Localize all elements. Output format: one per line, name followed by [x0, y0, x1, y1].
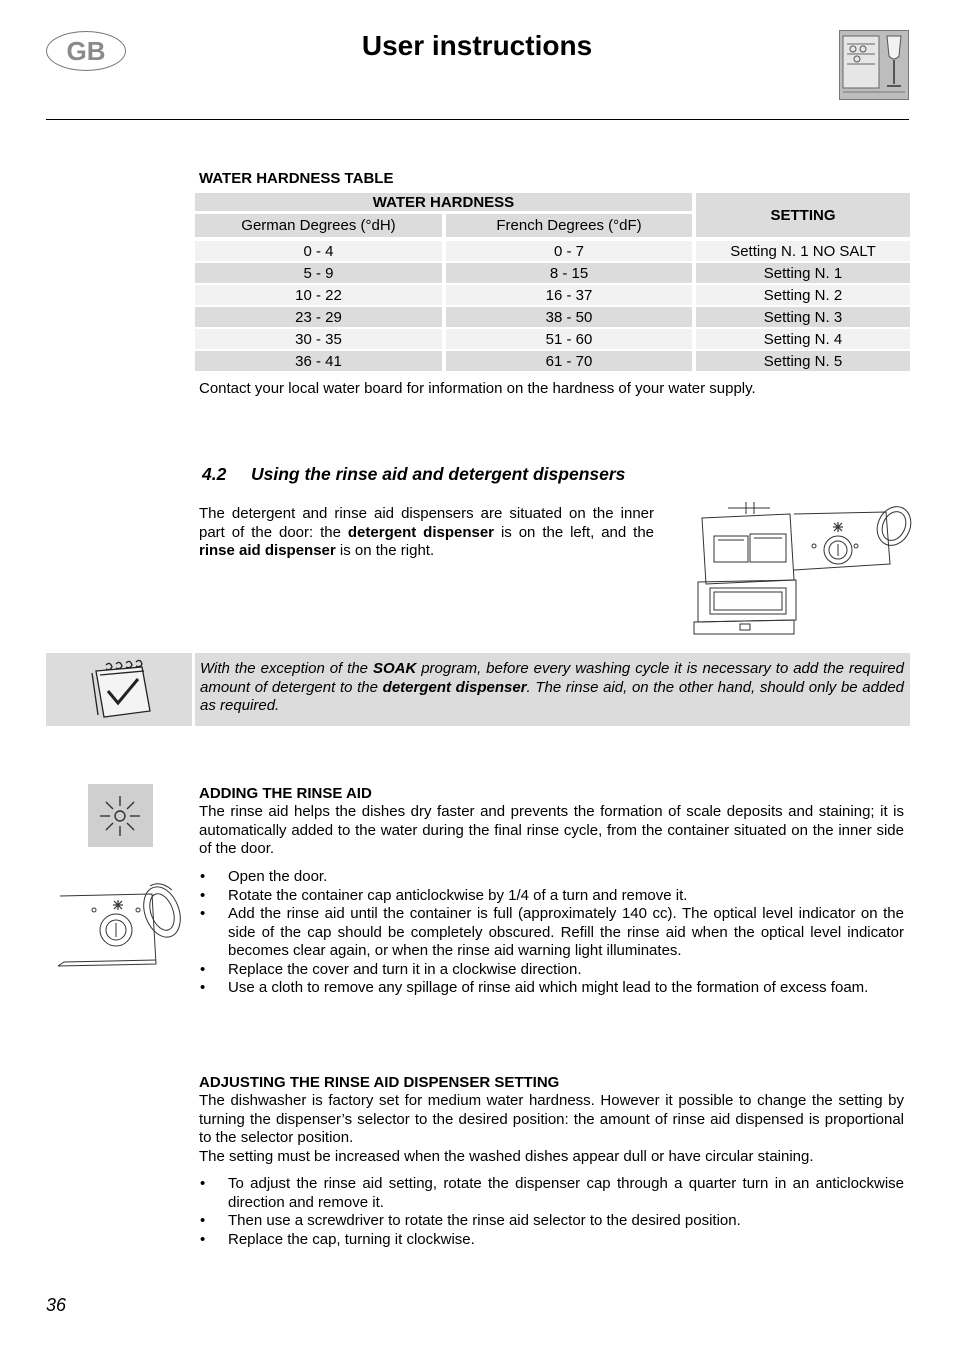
list-item: • Use a cloth to remove any spillage of rinse aid which might lead to the formation of excess foam.	[199, 979, 904, 998]
list-item: • Replace the cover and turn it in a clockwise direction.	[199, 961, 904, 980]
rinse-aid-iconbox	[88, 784, 153, 847]
notepad-check-icon	[46, 653, 192, 726]
list-item: • To adjust the rinse aid setting, rotate the dispenser cap through a quarter turn in an anticlockwise direction and remove it.	[199, 1175, 904, 1212]
table-cell-german: 30 - 35	[195, 329, 442, 349]
language-badge: GB	[46, 31, 126, 71]
section-title: Using the rinse aid and detergent dispensers	[251, 464, 626, 484]
table-cell-setting: Setting N. 2	[696, 285, 910, 305]
section-number: 4.2	[202, 464, 227, 484]
french-degrees-header: French Degrees (°dF)	[446, 214, 692, 237]
list-item: • Open the door.	[199, 868, 904, 887]
water-hardness-header: WATER HARDNESS	[195, 193, 692, 211]
table-cell-german: 0 - 4	[195, 241, 442, 261]
detergent-note: With the exception of the SOAK program, before every washing cycle it is necessary to add the required amount of detergent to the detergent dispenser. The rinse aid, on the other hand, should only be added as required.	[200, 660, 905, 714]
table-cell-french: 0 - 7	[446, 241, 692, 261]
table-cell-setting: Setting N. 1	[696, 263, 910, 283]
table-cell-german: 23 - 29	[195, 307, 442, 327]
table-cell-setting: Setting N. 1 NO SALT	[696, 241, 910, 261]
rinse-aid-cap-illustration	[56, 878, 186, 970]
table-title: WATER HARDNESS TABLE	[199, 170, 394, 187]
table-cell-german: 10 - 22	[195, 285, 442, 305]
list-item: • Replace the cap, turning it clockwise.	[199, 1231, 904, 1250]
table-cell-french: 8 - 15	[446, 263, 692, 283]
water-board-note: Contact your local water board for information on the hardness of your water supply.	[199, 380, 756, 397]
page-title: User instructions	[361, 30, 593, 61]
rinse-aid-icon	[88, 784, 153, 847]
adding-rinse-aid-heading: ADDING THE RINSE AID	[199, 785, 372, 802]
dispenser-illustration	[690, 500, 914, 638]
adding-rinse-aid-text: The rinse aid helps the dishes dry faster and prevents the formation of scale deposits and staining; it is automatically added to the water during the final rinse cycle, from the container situated on the inner side of the door.	[199, 803, 904, 857]
adjusting-text-2: The setting must be increased when the washed dishes appear dull or have circular staining.	[199, 1148, 814, 1165]
table-cell-french: 51 - 60	[446, 329, 692, 349]
page-number: 36	[46, 1295, 67, 1315]
list-item: • Rotate the container cap anticlockwise by 1/4 of a turn and remove it.	[199, 887, 904, 906]
intro-paragraph: The detergent and rinse aid dispensers are situated on the inner part of the door: the detergent dispenser is on the left, and the rinse aid dispenser is on the right.	[199, 505, 655, 559]
table-cell-french: 38 - 50	[446, 307, 692, 327]
setting-header: SETTING	[696, 193, 910, 237]
table-cell-german: 36 - 41	[195, 351, 442, 371]
note-iconbox	[46, 653, 192, 726]
list-item: • Then use a screwdriver to rotate the rinse aid selector to the desired position.	[199, 1212, 904, 1231]
adjusting-text-1: The dishwasher is factory set for medium water hardness. However it possible to change the setting by turning the dispenser’s selector to the desired position: the amount of rinse aid dispensed is proportional to the selector position.	[199, 1092, 904, 1146]
table-cell-setting: Setting N. 5	[696, 351, 910, 371]
german-degrees-header: German Degrees (°dH)	[195, 214, 442, 237]
table-cell-french: 16 - 37	[446, 285, 692, 305]
dishwasher-logo-icon	[839, 30, 909, 100]
table-cell-setting: Setting N. 4	[696, 329, 910, 349]
list-item: • Add the rinse aid until the container is full (approximately 140 cc). The optical level indicator on the side of the cap should be completely obscured. Refill the rinse aid when the optical level indicator becomes clear again, or when the rinse aid warning light illuminates.	[199, 905, 904, 961]
adjusting-steps-list	[199, 1175, 904, 1249]
table-cell-french: 61 - 70	[446, 351, 692, 371]
table-cell-german: 5 - 9	[195, 263, 442, 283]
section-heading	[202, 464, 625, 485]
adding-steps-list	[199, 868, 904, 998]
header-divider	[46, 119, 909, 120]
adjusting-heading: ADJUSTING THE RINSE AID DISPENSER SETTING	[199, 1074, 560, 1091]
table-cell-setting: Setting N. 3	[696, 307, 910, 327]
